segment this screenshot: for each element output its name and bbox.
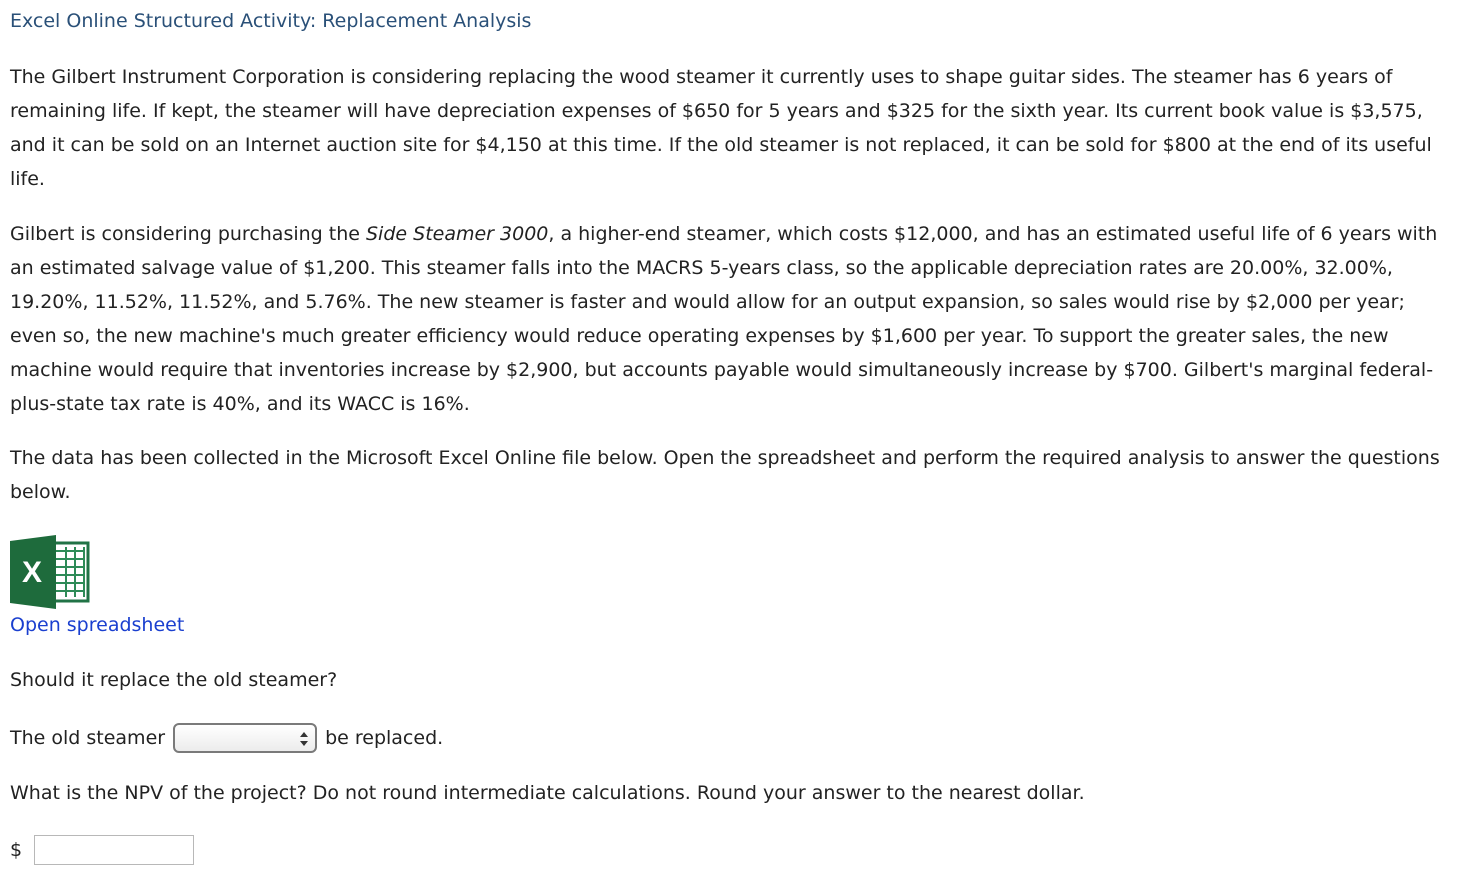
paragraph-2-intro: Gilbert is considering purchasing the [10, 223, 366, 245]
dollar-sign: $ [10, 839, 23, 861]
answer-prefix: The old steamer [10, 727, 166, 749]
problem-paragraph-1: The Gilbert Instrument Corporation is considering replacing the wood steamer it currently uses to shape guitar sides. The steamer has 6 years of remaining life. If kept, the steamer will have depreciation expenses of $650 for 5 years and $325 for the sixth year. Its current book value is $3,575, and it can be sold on an Internet auction site for $4,150 at this time. If the old steamer is not replaced, it can be sold for $800 at the end of its useful life. [10, 66, 1432, 190]
answer-suffix: be replaced. [325, 727, 444, 749]
npv-input[interactable] [34, 835, 194, 865]
excel-icon-letter: X [21, 556, 43, 589]
question-replace: Should it replace the old steamer? [10, 669, 338, 691]
question-npv: What is the NPV of the project? Do not round intermediate calculations. Round your answer to the nearest dollar. [10, 782, 1085, 804]
page-title: Excel Online Structured Activity: Replacement Analysis [10, 10, 532, 32]
problem-paragraph-2 [10, 217, 1454, 421]
problem-paragraph-3: The data has been collected in the Microsoft Excel Online file below. Open the spreadsheet and perform the required analysis to answer the questions below. [10, 447, 1440, 503]
open-spreadsheet-link[interactable]: Open spreadsheet [10, 614, 185, 636]
replace-answer-row [10, 721, 443, 755]
paragraph-2-details: , a higher-end steamer, which costs $12,000, and has an estimated useful life of 6 years with an estimated salvage value of $1,200. This steamer falls into the MACRS 5-years class, so the applicable depreciation rates are 20.00%, 32.00%, 19.20%, 11.52%, 11.52%, and 5.76%. The new steamer is faster and would allow for an output expansion, so sales would rise by $2,000 per year; even so, the new machine's much greater efficiency would reduce operating expenses by $1,600 per year. To support the greater sales, the new machine would require that inventories increase by $2,900, but accounts payable would simultaneously increase by $700. Gilbert's marginal federal-plus-state tax rate is 40%, and its WACC is 16%. [10, 223, 1438, 415]
product-name: Side Steamer 3000 [366, 223, 549, 245]
npv-answer-row [10, 834, 194, 866]
excel-icon[interactable] [10, 535, 92, 609]
replace-decision-select[interactable] [173, 723, 317, 753]
up-down-arrows-icon [299, 730, 309, 748]
